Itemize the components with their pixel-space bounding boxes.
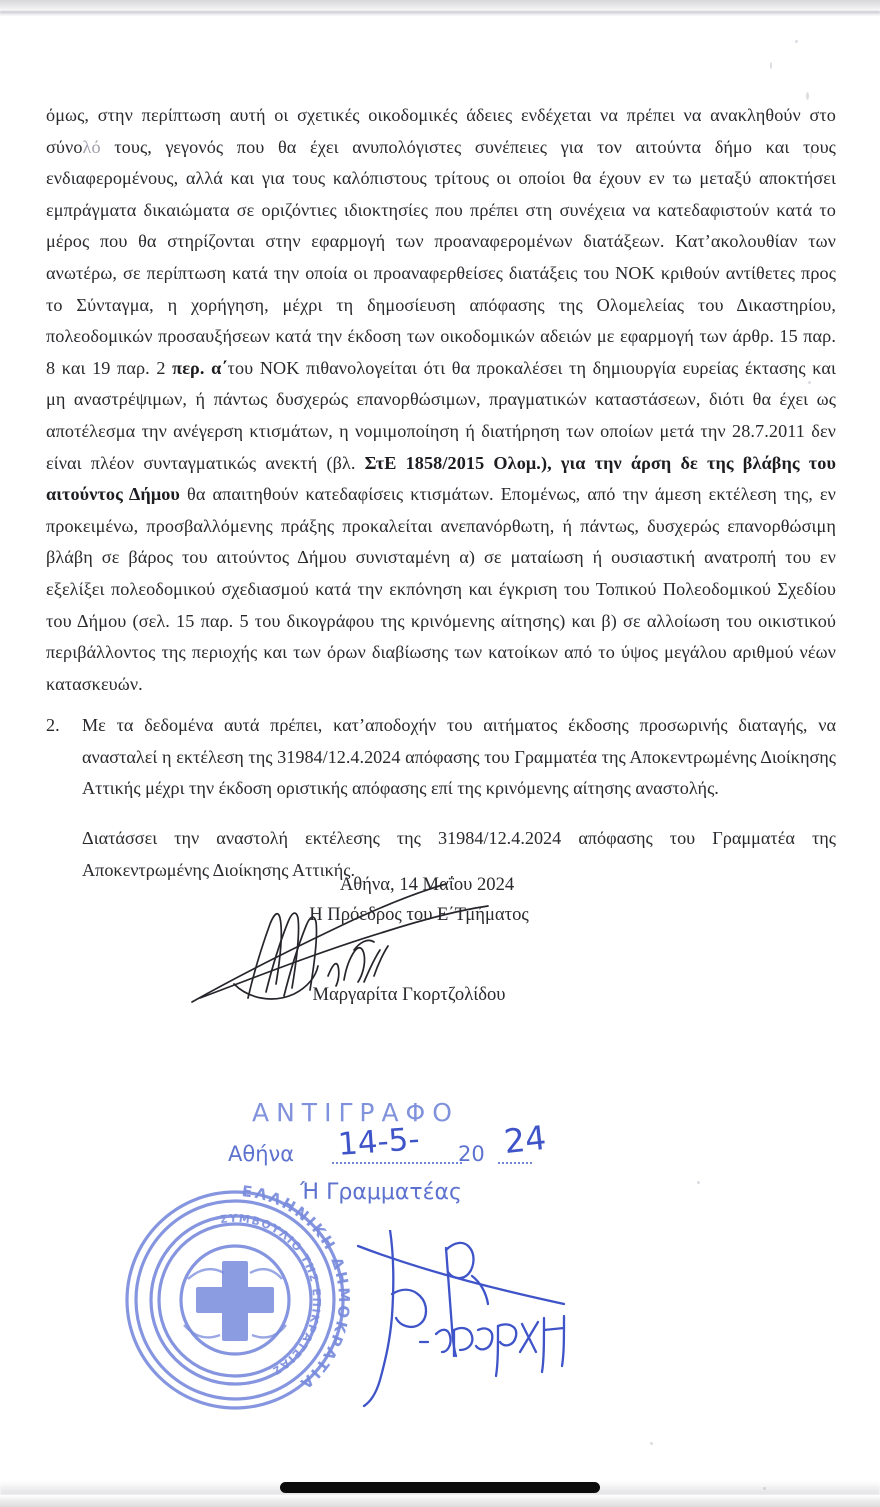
signature-block <box>0 870 880 1010</box>
stamp-year-prefix: 20 <box>458 1142 485 1166</box>
home-indicator[interactable] <box>280 1482 600 1493</box>
numbered-item-text: Με τα δεδομένα αυτά πρέπει, κατ’αποδοχήν του αιτήματος έκδοσης προσωρινής διαταγής, να ανασταλεί η εκτέλεση της 31984/12.4.2024 απόφασης του Γραμματέα της Αποκεντρωμένης Διοίκησης Αττικής μέχρι την έκδοση οριστικής απόφασης επί της κρινόμενης αίτησης αναστολής. <box>82 715 836 799</box>
signature-role: Η Πρόεδρος του Ε΄Τμήματος <box>309 904 529 925</box>
paragraph-continuation: όμως, στην περίπτωση αυτή οι σχετικές οικοδομικές άδειες ενδέχεται να πρέπει να ανακληθούν στο σύνολό τους, γεγονός που θα έχει ανυπολόγιστες συνέπειες για τον αιτούντα δήμο και τους ενδιαφερομένους, αλλά και για τους καλόπιστους τρίτους οι οποίοι θα έχουν εν τω μεταξύ αποκτήσει εμπράγματα δικαιώματα σε οριζόντιες ιδιοκτησίες που πρέπει στη συνέχεια να κατεδαφιστούν κατά το μέρος που θα στηρίζονται στην εφαρμογή των προαναφερομένων διατάξεων. Κατ’ακολουθίαν των ανωτέρω, σε περίπτωση κατά την οποία οι προαναφερθείσες διατάξεις του ΝΟΚ κριθούν αντίθετες προς το Σύνταγμα, η χορήγηση, μέχρι τη δημοσίευση απόφασης της Ολομελείας του Δικαστηρίου, πολεοδομικών προσαυξήσεων κατά την έκδοση των οικοδομικών αδειών με εφαρμογή των άρθρ. 15 παρ. 8 και 19 παρ. 2 περ. α΄του ΝΟΚ πιθανολογείται ότι θα προκαλέσει τη δημιουργία ευρείας έκτασης και μη αναστρέψιμων, ή πάντως δυσχερώς επανορθώσιμων, πραγματικών καταστάσεων, διότι θα έχει ως αποτέλεσμα την ανέγερση κτισμάτων, η νομιμοποίηση ή διατήρηση των οποίων μετά την 28.7.2011 δεν είναι πλέον συνταγματικώς ανεκτή (βλ. ΣτΕ 1858/2015 Ολομ.), για την άρση δε της βλάβης του αιτούντος Δήμου θα απαιτηθούν κατεδαφίσεις κτισμάτων. Επομένως, από την άμεση εκτέλεση της, εν προκειμένω, προσβαλλόμενης πράξης προκαλείται ανεπανόρθωτη, ή πάντως, δυσχερώς επανορθώσιμη βλάβη σε βάρος του αιτούντος Δήμου συνισταμένη α) σε ματαίωση ή ουσιαστική ανατροπή του εν εξελίξει πολεοδομικού σχεδιασμού κατά την εκπόνηση και έγκριση του Τοπικού Πολεοδομικού Σχεδίου του Δήμου (σελ. 15 παρ. 5 του δικογράφου της κρινόμενης αίτησης) και β) σε αλλοίωση του οικιστικού περιβάλλοντος της περιοχής και των όρων διαβίωσης των κατοίκων από το ύψος μεγάλου αριθμού νέων κατασκευών. <box>46 105 836 694</box>
scan-edge-top-shadow <box>0 11 880 16</box>
stamp-handwritten-year: 24 <box>502 1117 548 1162</box>
stamp-handwritten-date: 14-5- <box>336 1121 421 1163</box>
handwritten-signature-secretary <box>350 1230 630 1410</box>
scan-speck <box>650 1442 653 1445</box>
scan-speck <box>806 92 809 100</box>
stamp-city-label: Αθήνα <box>228 1142 295 1166</box>
stamp-secretary-label: Ή Γραμματέας <box>300 1180 462 1205</box>
ruling-text: Διατάσσει την αναστολή εκτέλεσης της 31984/12.4.2024 απόφασης του Γραμματέα της Αποκεντρωμένης Διοίκησης Αττικής. <box>82 828 836 880</box>
copy-stamp-group <box>100 1080 560 1410</box>
scan-speck <box>770 62 772 69</box>
svg-text:ΕΛΛΗΝΙΚΗ ΔΗΜΟΚΡΑΤΙΑ: ΕΛΛΗΝΙΚΗ ΔΗΜΟΚΡΑΤΙΑ <box>240 1182 354 1394</box>
stamp-title-antigrafo: ΑΝΤΙΓΡΑΦΟ <box>252 1098 459 1127</box>
stamp-date-dotted-line <box>332 1162 462 1164</box>
scan-edge-bottom <box>0 1495 880 1507</box>
official-seal-icon <box>110 1175 360 1425</box>
list-marker: 2. <box>46 715 60 736</box>
scan-speck <box>795 40 798 43</box>
svg-text:ΣΥΜΒΟΥΛΙΟ ΤΗΣ ΕΠΙΚΡΑΤΕΙΑΣ: ΣΥΜΒΟΥΛΙΟ ΤΗΣ ΕΠΙΚΡΑΤΕΙΑΣ <box>219 1211 324 1379</box>
scan-speck <box>697 1181 700 1184</box>
document-text-body <box>46 100 836 905</box>
stamp-year-dotted-line <box>498 1162 532 1164</box>
numbered-item-2 <box>46 710 836 886</box>
signature-place-date: Αθήνα, 14 Μαΐου 2024 <box>339 874 515 895</box>
signature-name: Μαργαρίτα Γκορτζολίδου <box>312 984 506 1005</box>
